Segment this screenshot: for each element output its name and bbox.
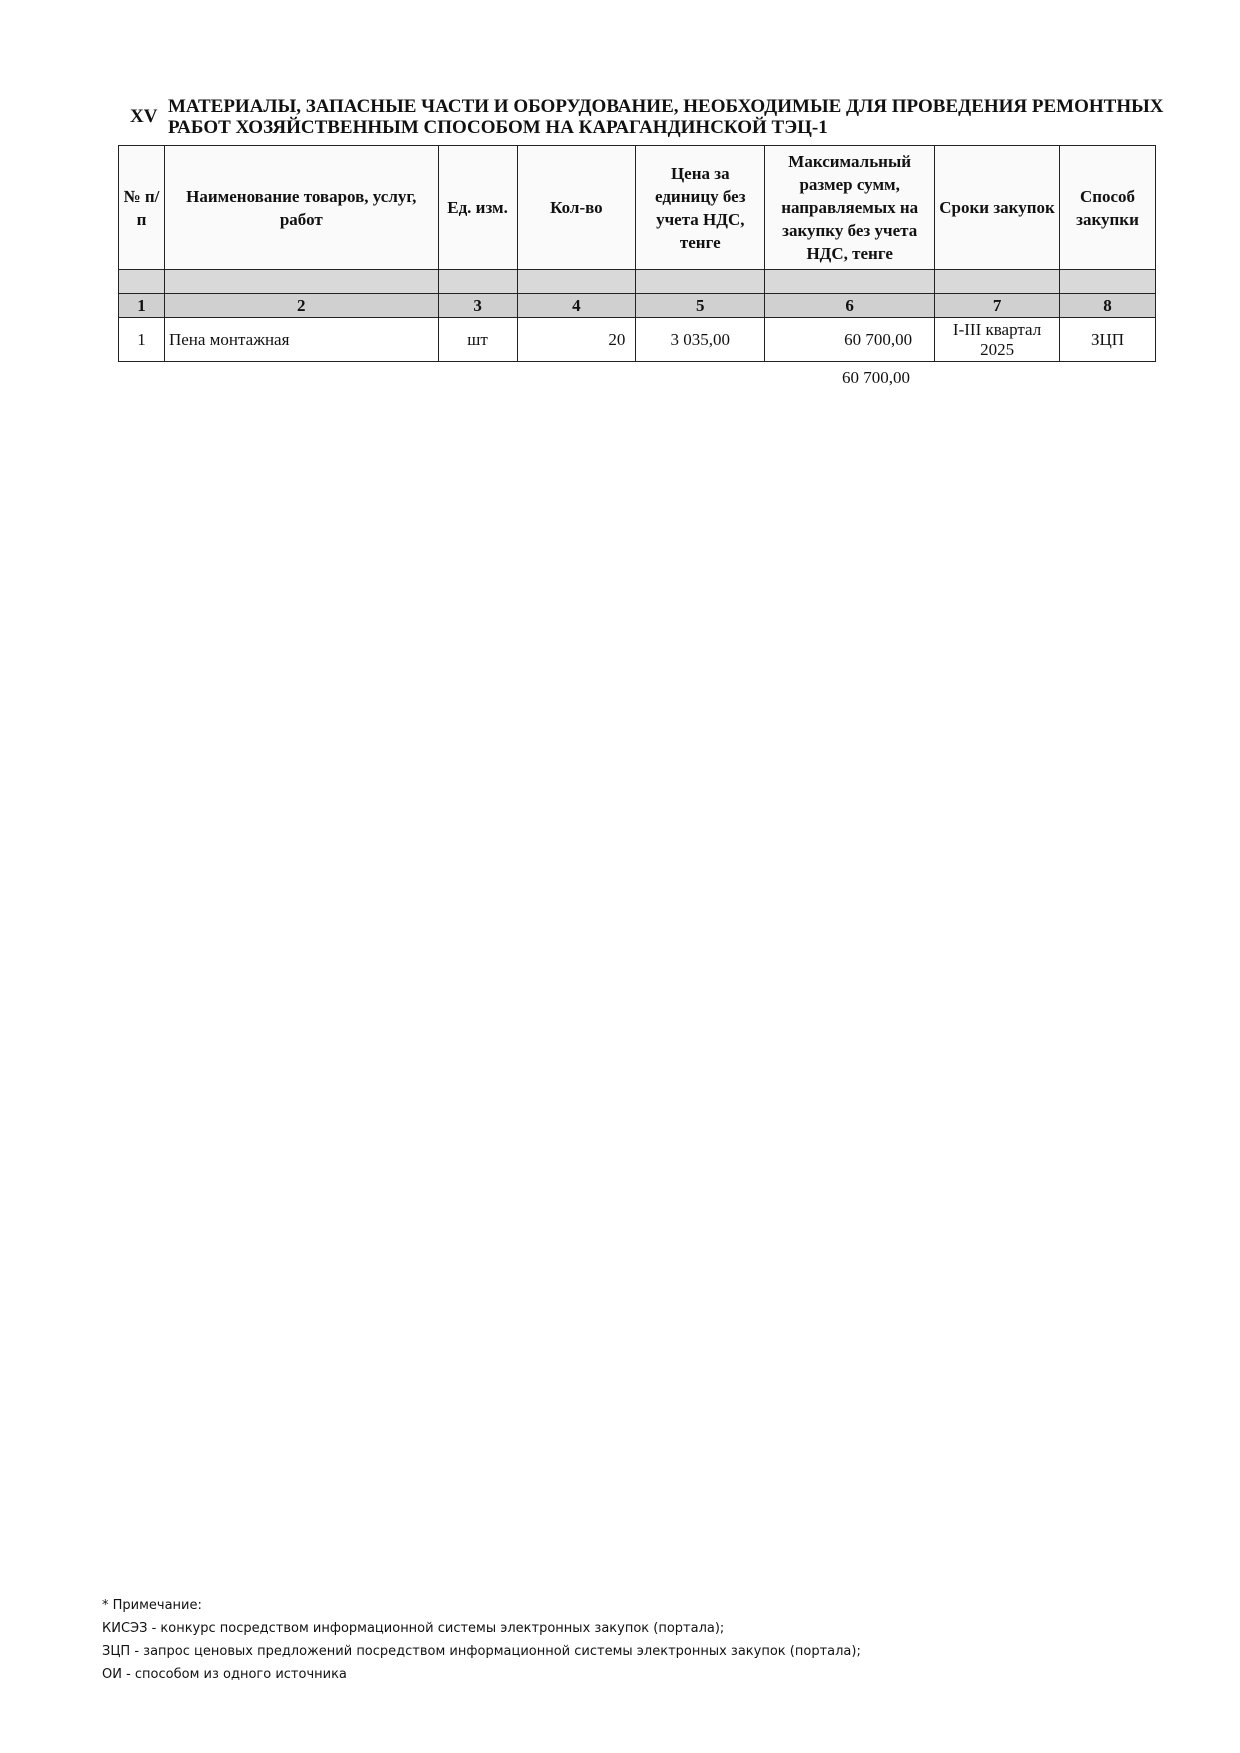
footnote-line: КИСЭЗ - конкурс посредством информационной системы электронных закупок (портала);	[102, 1621, 725, 1636]
column-number: 7	[935, 294, 1060, 318]
column-number: 1	[119, 294, 165, 318]
column-number: 6	[765, 294, 935, 318]
header-method: Способ закупки	[1060, 146, 1156, 270]
cell-qty: 20	[517, 318, 636, 362]
total-amount: 60 700,00	[842, 368, 910, 387]
header-amount: Максимальный размер сумм, направляемых на закупку без учета НДС, тенге	[765, 146, 935, 270]
footnote-line: ЗЦП - запрос ценовых предложений посредством информационной системы электронных закупок (портала);	[102, 1644, 861, 1659]
cell-method: ЗЦП	[1060, 318, 1156, 362]
header-price: Цена за единицу без учета НДС, тенге	[636, 146, 765, 270]
footnote-title: * Примечание:	[102, 1598, 202, 1613]
cell-unit: шт	[438, 318, 517, 362]
header-qty: Кол-во	[517, 146, 636, 270]
cell-name: Пена монтажная	[164, 318, 438, 362]
table-header-row	[119, 146, 1156, 270]
cell-price: 3 035,00	[636, 318, 765, 362]
column-numbers-row	[119, 294, 1156, 318]
cell-num: 1	[119, 318, 165, 362]
header-term: Сроки закупок	[935, 146, 1060, 270]
table-row	[119, 318, 1156, 362]
footnote	[102, 1594, 861, 1686]
section-number: XV	[130, 106, 158, 127]
cell-term: I-III квартал 2025	[935, 318, 1060, 362]
cell-amount: 60 700,00	[765, 318, 935, 362]
header-num: № п/п	[119, 146, 165, 270]
column-number: 5	[636, 294, 765, 318]
column-number: 4	[517, 294, 636, 318]
column-number: 2	[164, 294, 438, 318]
header-spacer-row	[119, 270, 1156, 294]
column-number: 3	[438, 294, 517, 318]
procurement-table	[118, 145, 1156, 362]
column-number: 8	[1060, 294, 1156, 318]
section-title: МАТЕРИАЛЫ, ЗАПАСНЫЕ ЧАСТИ И ОБОРУДОВАНИЕ, НЕОБХОДИМЫЕ ДЛЯ ПРОВЕДЕНИЯ РЕМОНТНЫХ РАБОТ ХОЗЯЙСТВЕННЫМ СПОСОБОМ НА КАРАГАНДИНСКОЙ ТЭЦ-1	[168, 96, 1164, 138]
footnote-line: ОИ - способом из одного источника	[102, 1667, 347, 1682]
header-name: Наименование товаров, услуг, работ	[164, 146, 438, 270]
header-unit: Ед. изм.	[438, 146, 517, 270]
